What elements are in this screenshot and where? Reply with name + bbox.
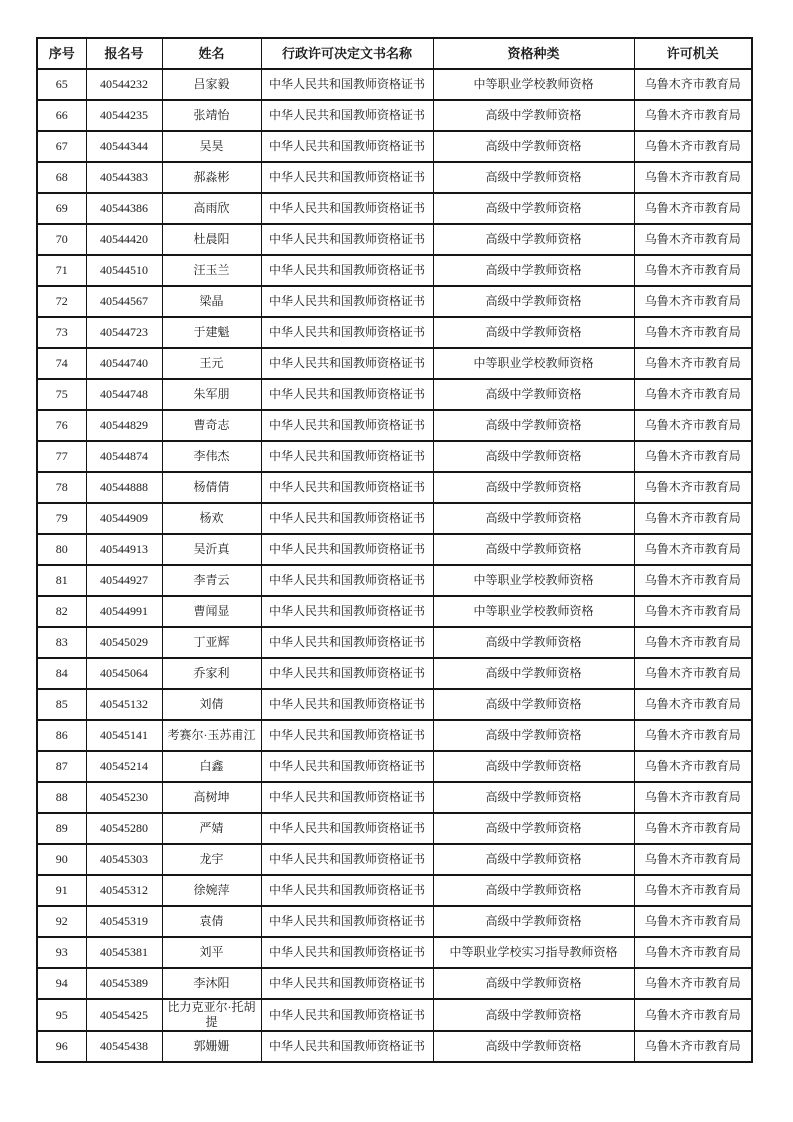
cell-name: 比力克亚尔·托胡提	[162, 999, 261, 1031]
cell-reg-no: 40544829	[86, 410, 162, 441]
cell-document: 中华人民共和国教师资格证书	[261, 596, 433, 627]
cell-qualification: 高级中学教师资格	[433, 720, 634, 751]
cell-index: 65	[37, 69, 86, 100]
cell-authority: 乌鲁木齐市教育局	[634, 751, 752, 782]
cell-name: 曹闻显	[162, 596, 261, 627]
cell-name: 白鑫	[162, 751, 261, 782]
cell-authority: 乌鲁木齐市教育局	[634, 813, 752, 844]
cell-reg-no: 40544723	[86, 317, 162, 348]
cell-name: 乔家利	[162, 658, 261, 689]
cell-reg-no: 40544874	[86, 441, 162, 472]
cell-reg-no: 40544913	[86, 534, 162, 565]
cell-document: 中华人民共和国教师资格证书	[261, 472, 433, 503]
cell-document: 中华人民共和国教师资格证书	[261, 379, 433, 410]
cell-reg-no: 40544991	[86, 596, 162, 627]
cell-qualification: 高级中学教师资格	[433, 441, 634, 472]
cell-authority: 乌鲁木齐市教育局	[634, 472, 752, 503]
cell-authority: 乌鲁木齐市教育局	[634, 937, 752, 968]
cell-index: 77	[37, 441, 86, 472]
cell-qualification: 高级中学教师资格	[433, 658, 634, 689]
table-header	[37, 38, 752, 69]
column-header-name: 姓名	[162, 38, 261, 69]
cell-name: 郭姗姗	[162, 1031, 261, 1062]
table-body	[37, 69, 752, 1062]
cell-reg-no: 40545132	[86, 689, 162, 720]
table-row	[37, 906, 752, 937]
cell-authority: 乌鲁木齐市教育局	[634, 131, 752, 162]
table-row	[37, 1031, 752, 1062]
cell-index: 95	[37, 999, 86, 1031]
cell-authority: 乌鲁木齐市教育局	[634, 844, 752, 875]
cell-name: 高雨欣	[162, 193, 261, 224]
cell-authority: 乌鲁木齐市教育局	[634, 441, 752, 472]
table-row	[37, 410, 752, 441]
cell-document: 中华人民共和国教师资格证书	[261, 968, 433, 999]
cell-name: 刘平	[162, 937, 261, 968]
cell-qualification: 高级中学教师资格	[433, 410, 634, 441]
cell-name: 高树坤	[162, 782, 261, 813]
teacher-license-table	[36, 37, 753, 1063]
cell-name: 杨欢	[162, 503, 261, 534]
cell-name: 李青云	[162, 565, 261, 596]
cell-qualification: 高级中学教师资格	[433, 844, 634, 875]
cell-name: 龙宇	[162, 844, 261, 875]
cell-document: 中华人民共和国教师资格证书	[261, 658, 433, 689]
cell-document: 中华人民共和国教师资格证书	[261, 906, 433, 937]
cell-authority: 乌鲁木齐市教育局	[634, 720, 752, 751]
cell-index: 85	[37, 689, 86, 720]
table-row	[37, 751, 752, 782]
cell-name: 杜晨阳	[162, 224, 261, 255]
cell-name: 徐婉萍	[162, 875, 261, 906]
cell-authority: 乌鲁木齐市教育局	[634, 255, 752, 286]
cell-reg-no: 40545280	[86, 813, 162, 844]
cell-name: 汪玉兰	[162, 255, 261, 286]
cell-authority: 乌鲁木齐市教育局	[634, 689, 752, 720]
column-header-reg-no: 报名号	[86, 38, 162, 69]
table-row	[37, 720, 752, 751]
table-row	[37, 813, 752, 844]
table-row	[37, 100, 752, 131]
table-row	[37, 348, 752, 379]
cell-authority: 乌鲁木齐市教育局	[634, 193, 752, 224]
cell-document: 中华人民共和国教师资格证书	[261, 255, 433, 286]
cell-authority: 乌鲁木齐市教育局	[634, 1031, 752, 1062]
cell-qualification: 中等职业学校实习指导教师资格	[433, 937, 634, 968]
cell-name: 王元	[162, 348, 261, 379]
table-row	[37, 875, 752, 906]
cell-reg-no: 40544386	[86, 193, 162, 224]
cell-qualification: 中等职业学校教师资格	[433, 565, 634, 596]
cell-index: 83	[37, 627, 86, 658]
cell-index: 90	[37, 844, 86, 875]
cell-name: 朱军朋	[162, 379, 261, 410]
cell-authority: 乌鲁木齐市教育局	[634, 658, 752, 689]
cell-document: 中华人民共和国教师资格证书	[261, 627, 433, 658]
cell-authority: 乌鲁木齐市教育局	[634, 100, 752, 131]
cell-name: 梁晶	[162, 286, 261, 317]
cell-reg-no: 40545425	[86, 999, 162, 1031]
cell-qualification: 高级中学教师资格	[433, 317, 634, 348]
cell-index: 66	[37, 100, 86, 131]
cell-reg-no: 40544383	[86, 162, 162, 193]
cell-qualification: 高级中学教师资格	[433, 100, 634, 131]
cell-authority: 乌鲁木齐市教育局	[634, 162, 752, 193]
cell-qualification: 高级中学教师资格	[433, 1031, 634, 1062]
cell-authority: 乌鲁木齐市教育局	[634, 69, 752, 100]
cell-name: 刘倩	[162, 689, 261, 720]
cell-document: 中华人民共和国教师资格证书	[261, 937, 433, 968]
cell-document: 中华人民共和国教师资格证书	[261, 100, 433, 131]
cell-index: 67	[37, 131, 86, 162]
cell-reg-no: 40544888	[86, 472, 162, 503]
cell-name: 李伟杰	[162, 441, 261, 472]
table-row	[37, 224, 752, 255]
column-header-qualification: 资格种类	[433, 38, 634, 69]
cell-reg-no: 40544567	[86, 286, 162, 317]
cell-name: 考赛尔·玉苏甫江	[162, 720, 261, 751]
cell-reg-no: 40544909	[86, 503, 162, 534]
table-row	[37, 689, 752, 720]
cell-name: 吴沂真	[162, 534, 261, 565]
cell-index: 82	[37, 596, 86, 627]
cell-authority: 乌鲁木齐市教育局	[634, 968, 752, 999]
cell-index: 94	[37, 968, 86, 999]
cell-document: 中华人民共和国教师资格证书	[261, 689, 433, 720]
cell-index: 86	[37, 720, 86, 751]
cell-document: 中华人民共和国教师资格证书	[261, 410, 433, 441]
cell-document: 中华人民共和国教师资格证书	[261, 751, 433, 782]
cell-qualification: 高级中学教师资格	[433, 875, 634, 906]
table-row	[37, 317, 752, 348]
cell-reg-no: 40545029	[86, 627, 162, 658]
cell-reg-no: 40544927	[86, 565, 162, 596]
cell-reg-no: 40545319	[86, 906, 162, 937]
cell-index: 91	[37, 875, 86, 906]
cell-index: 93	[37, 937, 86, 968]
cell-qualification: 高级中学教师资格	[433, 689, 634, 720]
cell-qualification: 高级中学教师资格	[433, 534, 634, 565]
cell-name: 曹奇志	[162, 410, 261, 441]
cell-qualification: 高级中学教师资格	[433, 999, 634, 1031]
cell-document: 中华人民共和国教师资格证书	[261, 844, 433, 875]
cell-index: 81	[37, 565, 86, 596]
cell-qualification: 高级中学教师资格	[433, 472, 634, 503]
table-row	[37, 162, 752, 193]
cell-authority: 乌鲁木齐市教育局	[634, 565, 752, 596]
cell-index: 80	[37, 534, 86, 565]
cell-index: 71	[37, 255, 86, 286]
table-row	[37, 472, 752, 503]
cell-index: 78	[37, 472, 86, 503]
cell-document: 中华人民共和国教师资格证书	[261, 999, 433, 1031]
cell-name: 李沐阳	[162, 968, 261, 999]
cell-name: 郝淼彬	[162, 162, 261, 193]
cell-authority: 乌鲁木齐市教育局	[634, 379, 752, 410]
table-row	[37, 131, 752, 162]
cell-index: 76	[37, 410, 86, 441]
table-row	[37, 69, 752, 100]
table-row	[37, 658, 752, 689]
cell-index: 74	[37, 348, 86, 379]
cell-index: 69	[37, 193, 86, 224]
table-row	[37, 503, 752, 534]
table-header-row	[37, 38, 752, 69]
table-row	[37, 193, 752, 224]
table-row	[37, 844, 752, 875]
cell-reg-no: 40544740	[86, 348, 162, 379]
cell-reg-no: 40544235	[86, 100, 162, 131]
cell-document: 中华人民共和国教师资格证书	[261, 534, 433, 565]
cell-qualification: 高级中学教师资格	[433, 627, 634, 658]
cell-authority: 乌鲁木齐市教育局	[634, 286, 752, 317]
cell-document: 中华人民共和国教师资格证书	[261, 286, 433, 317]
table-row	[37, 286, 752, 317]
cell-index: 88	[37, 782, 86, 813]
cell-authority: 乌鲁木齐市教育局	[634, 596, 752, 627]
cell-authority: 乌鲁木齐市教育局	[634, 875, 752, 906]
cell-reg-no: 40545064	[86, 658, 162, 689]
cell-document: 中华人民共和国教师资格证书	[261, 131, 433, 162]
cell-authority: 乌鲁木齐市教育局	[634, 534, 752, 565]
cell-reg-no: 40545214	[86, 751, 162, 782]
cell-qualification: 高级中学教师资格	[433, 379, 634, 410]
table-row	[37, 968, 752, 999]
cell-document: 中华人民共和国教师资格证书	[261, 503, 433, 534]
cell-qualification: 高级中学教师资格	[433, 503, 634, 534]
cell-reg-no: 40545438	[86, 1031, 162, 1062]
cell-index: 87	[37, 751, 86, 782]
cell-index: 79	[37, 503, 86, 534]
cell-qualification: 中等职业学校教师资格	[433, 596, 634, 627]
cell-reg-no: 40545141	[86, 720, 162, 751]
cell-reg-no: 40544748	[86, 379, 162, 410]
cell-name: 杨倩倩	[162, 472, 261, 503]
table-row	[37, 999, 752, 1031]
cell-document: 中华人民共和国教师资格证书	[261, 441, 433, 472]
cell-qualification: 高级中学教师资格	[433, 162, 634, 193]
cell-authority: 乌鲁木齐市教育局	[634, 348, 752, 379]
cell-reg-no: 40544232	[86, 69, 162, 100]
table-row	[37, 255, 752, 286]
cell-index: 72	[37, 286, 86, 317]
cell-document: 中华人民共和国教师资格证书	[261, 224, 433, 255]
cell-qualification: 高级中学教师资格	[433, 906, 634, 937]
column-header-authority: 许可机关	[634, 38, 752, 69]
cell-authority: 乌鲁木齐市教育局	[634, 782, 752, 813]
cell-reg-no: 40545303	[86, 844, 162, 875]
cell-authority: 乌鲁木齐市教育局	[634, 906, 752, 937]
cell-qualification: 高级中学教师资格	[433, 193, 634, 224]
cell-name: 张靖怡	[162, 100, 261, 131]
cell-reg-no: 40544344	[86, 131, 162, 162]
cell-reg-no: 40544420	[86, 224, 162, 255]
cell-reg-no: 40545230	[86, 782, 162, 813]
cell-document: 中华人民共和国教师资格证书	[261, 720, 433, 751]
cell-index: 84	[37, 658, 86, 689]
cell-qualification: 高级中学教师资格	[433, 131, 634, 162]
cell-index: 96	[37, 1031, 86, 1062]
cell-index: 73	[37, 317, 86, 348]
cell-qualification: 高级中学教师资格	[433, 224, 634, 255]
cell-name: 吕家毅	[162, 69, 261, 100]
cell-reg-no: 40545312	[86, 875, 162, 906]
cell-name: 袁倩	[162, 906, 261, 937]
table-row	[37, 937, 752, 968]
cell-reg-no: 40545389	[86, 968, 162, 999]
cell-authority: 乌鲁木齐市教育局	[634, 224, 752, 255]
column-header-index: 序号	[37, 38, 86, 69]
cell-authority: 乌鲁木齐市教育局	[634, 410, 752, 441]
cell-authority: 乌鲁木齐市教育局	[634, 627, 752, 658]
cell-qualification: 中等职业学校教师资格	[433, 348, 634, 379]
cell-qualification: 高级中学教师资格	[433, 286, 634, 317]
cell-qualification: 高级中学教师资格	[433, 751, 634, 782]
column-header-document: 行政许可决定文书名称	[261, 38, 433, 69]
table-row	[37, 565, 752, 596]
table-row	[37, 534, 752, 565]
cell-name: 吴昊	[162, 131, 261, 162]
cell-reg-no: 40544510	[86, 255, 162, 286]
cell-document: 中华人民共和国教师资格证书	[261, 1031, 433, 1062]
cell-document: 中华人民共和国教师资格证书	[261, 317, 433, 348]
cell-document: 中华人民共和国教师资格证书	[261, 69, 433, 100]
cell-document: 中华人民共和国教师资格证书	[261, 782, 433, 813]
table-row	[37, 379, 752, 410]
cell-document: 中华人民共和国教师资格证书	[261, 875, 433, 906]
cell-authority: 乌鲁木齐市教育局	[634, 999, 752, 1031]
cell-document: 中华人民共和国教师资格证书	[261, 813, 433, 844]
cell-index: 68	[37, 162, 86, 193]
cell-reg-no: 40545381	[86, 937, 162, 968]
cell-name: 丁亚辉	[162, 627, 261, 658]
table-row	[37, 782, 752, 813]
cell-qualification: 中等职业学校教师资格	[433, 69, 634, 100]
cell-index: 70	[37, 224, 86, 255]
cell-index: 92	[37, 906, 86, 937]
cell-authority: 乌鲁木齐市教育局	[634, 503, 752, 534]
cell-qualification: 高级中学教师资格	[433, 968, 634, 999]
cell-index: 75	[37, 379, 86, 410]
table-row	[37, 596, 752, 627]
cell-authority: 乌鲁木齐市教育局	[634, 317, 752, 348]
cell-name: 严婧	[162, 813, 261, 844]
cell-name: 于建魁	[162, 317, 261, 348]
cell-document: 中华人民共和国教师资格证书	[261, 565, 433, 596]
table-row	[37, 627, 752, 658]
table-row	[37, 441, 752, 472]
cell-qualification: 高级中学教师资格	[433, 255, 634, 286]
cell-index: 89	[37, 813, 86, 844]
cell-qualification: 高级中学教师资格	[433, 782, 634, 813]
cell-document: 中华人民共和国教师资格证书	[261, 348, 433, 379]
cell-qualification: 高级中学教师资格	[433, 813, 634, 844]
cell-document: 中华人民共和国教师资格证书	[261, 162, 433, 193]
cell-document: 中华人民共和国教师资格证书	[261, 193, 433, 224]
